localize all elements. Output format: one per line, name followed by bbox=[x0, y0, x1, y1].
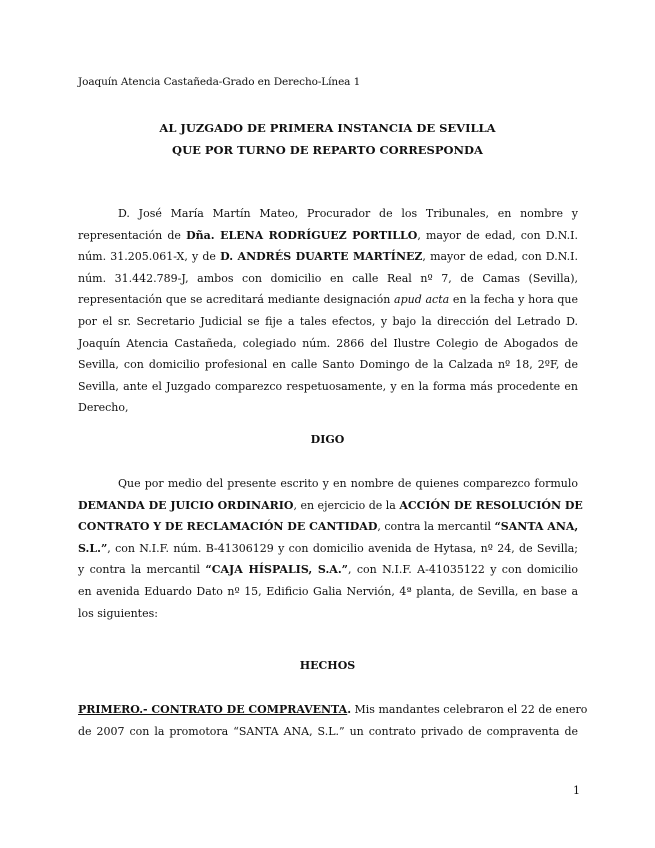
hechos-heading: HECHOS bbox=[299, 659, 356, 672]
plaintiff-name-1: Dña. ELENA RODRÍGUEZ PORTILLO bbox=[186, 228, 418, 242]
latin-term: apud acta bbox=[394, 293, 450, 307]
text-line bbox=[78, 516, 578, 538]
text-line: Sevilla, con domicilio profesional en calle Santo Domingo de la Calzada nº 18, 2ºF, de bbox=[78, 358, 578, 372]
court-title-line-1: AL JUZGADO DE PRIMERA INSTANCIA DE SEVILLA bbox=[159, 121, 496, 135]
text-line: núm. 31.442.789-J, ambos con domicilio en calle Real nº 7, de Camas (Sevilla), bbox=[78, 271, 578, 285]
text-line: Derecho, bbox=[78, 401, 129, 415]
page-number: 1 bbox=[573, 784, 580, 797]
text-span: , con N.I.F. núm. B-41306129 y con domicilio avenida de Hytasa, nº 24, de Sevilla; bbox=[107, 541, 578, 555]
text-line bbox=[78, 495, 583, 517]
defendant-name-2: “CAJA HÍSPALIS, S.A.” bbox=[205, 563, 348, 577]
author-header: Joaquín Atencia Castañeda-Grado en Derecho-Línea 1 bbox=[78, 76, 361, 88]
defendant-name-1: “SANTA ANA, bbox=[494, 520, 579, 534]
court-title-line-2: QUE POR TURNO DE REPARTO CORRESPONDA bbox=[172, 143, 483, 157]
text-line: en avenida Eduardo Dato nº 15, Edificio Galia Nervión, 4ª planta, de Sevilla, en base a bbox=[78, 584, 578, 598]
text-line bbox=[78, 225, 578, 247]
text-line: Joaquín Atencia Castañeda, colegiado núm. 2866 del Ilustre Colegio de Abogados de bbox=[78, 336, 578, 350]
intro-paragraph bbox=[78, 203, 578, 419]
action-type: ACCIÓN DE RESOLUCIÓN DE bbox=[399, 498, 583, 512]
action-type-cont: CONTRATO Y DE RECLAMACIÓN DE CANTIDAD bbox=[78, 520, 378, 534]
demand-type: DEMANDA DE JUICIO ORDINARIO bbox=[78, 498, 294, 512]
plaintiff-name-2: D. ANDRÉS DUARTE MARTÍNEZ bbox=[220, 250, 423, 264]
text-line: D. José María Martín Mateo, Procurador de los Tribunales, en nombre y bbox=[118, 207, 578, 220]
text-span: , mayor de edad, con D.N.I. bbox=[422, 250, 578, 264]
text-span: representación que se acreditará mediante designación bbox=[78, 293, 395, 307]
text-line: por el sr. Secretario Judicial se fije a tales efectos, y bajo la dirección del Letrado D. bbox=[78, 314, 578, 328]
text-span: y contra la mercantil bbox=[78, 563, 206, 577]
text-line: Que por medio del presente escrito y en nombre de quienes comparezco formulo bbox=[118, 477, 578, 490]
text-line bbox=[78, 538, 578, 560]
text-line: de 2007 con la promotora “SANTA ANA, S.L.” un contrato privado de compraventa de bbox=[78, 724, 578, 738]
text-line bbox=[78, 559, 578, 581]
text-line: Sevilla, ante el Juzgado comparezco respetuosamente, y en la forma más procedente en bbox=[78, 379, 578, 393]
text-line bbox=[78, 289, 578, 311]
text-span: núm. 31.205.061-X, y de bbox=[78, 250, 221, 264]
text-span: . bbox=[347, 703, 352, 716]
text-span: , mayor de edad, con D.N.I. bbox=[417, 228, 578, 242]
text-span: en la fecha y hora que bbox=[449, 293, 578, 307]
text-line bbox=[78, 699, 588, 721]
text-span: representación de bbox=[78, 228, 187, 242]
digo-heading: DIGO bbox=[310, 433, 345, 446]
section-heading-primero: PRIMERO.- CONTRATO DE COMPRAVENTA bbox=[78, 703, 348, 716]
text-line bbox=[78, 246, 578, 268]
text-span: , en ejercicio de la bbox=[293, 498, 400, 512]
text-span: , contra la mercantil bbox=[377, 520, 495, 534]
defendant-name-1-cont: S.L.” bbox=[78, 541, 108, 555]
text-line: los siguientes: bbox=[78, 606, 158, 620]
text-span: , con N.I.F. A-41035122 y con domicilio bbox=[348, 563, 579, 577]
text-span: Mis mandantes celebraron el 22 de enero bbox=[351, 703, 588, 716]
primero-paragraph bbox=[78, 699, 588, 742]
demand-paragraph bbox=[78, 473, 583, 624]
